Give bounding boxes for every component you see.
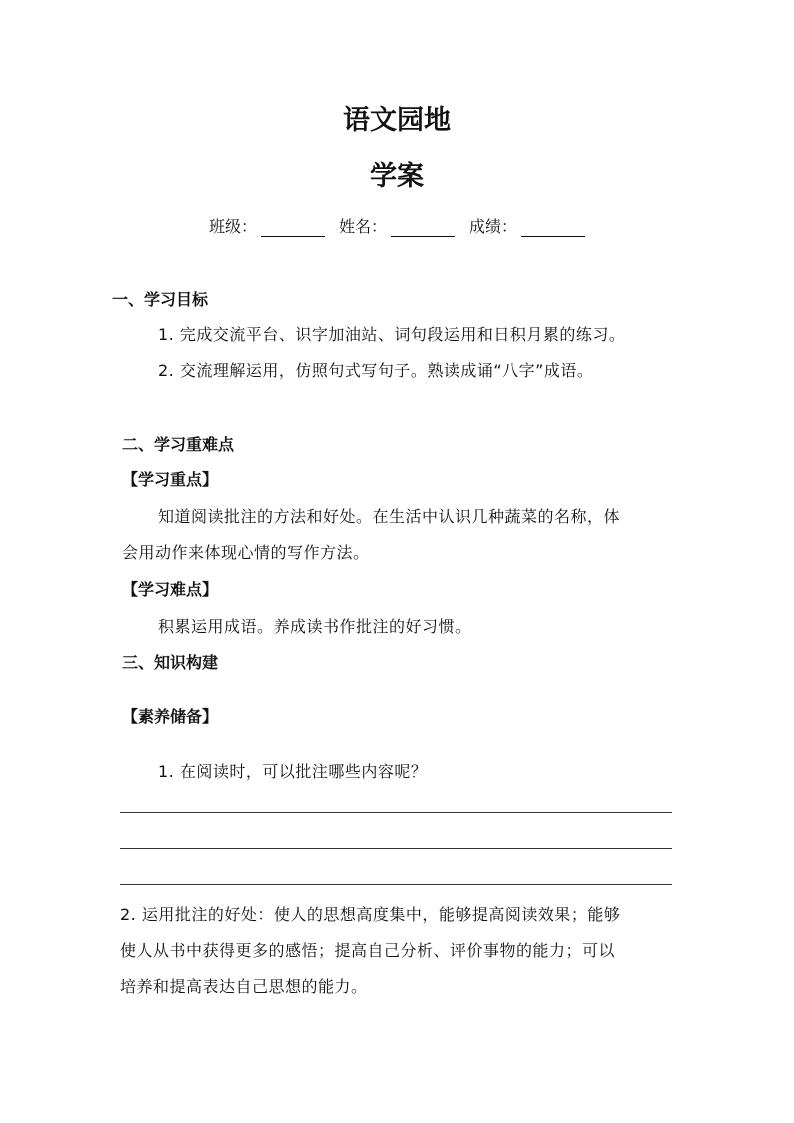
name-label: 姓名： [338,217,387,236]
objective-item: 1. 完成交流平台、识字加油站、词句段运用和日积月累的练习。 [158,325,626,344]
question-2-text: 2. 运用批注的好处：使人的思想高度集中，能够提高阅读效果；能够 [120,905,621,924]
objective-item: 2. 交流理解运用，仿照句式写句子。熟读成诵“八字”成语。 [158,361,594,380]
document-title: 语文园地 [343,105,451,136]
key-point-text: 会用动作来体现心情的写作方法。 [122,543,370,562]
question-2-text: 使人从书中获得更多的感悟；提高自己分析、评价事物的能力；可以 [120,941,616,960]
score-blank[interactable] [521,218,585,237]
name-field [339,214,455,237]
class-blank[interactable] [261,218,325,237]
answer-line[interactable] [120,884,672,885]
section-heading-objectives: 一、学习目标 [112,290,209,309]
reserve-label: 【素养储备】 [122,707,219,726]
class-field [209,214,325,237]
question-2-text: 培养和提高表达自己思想的能力。 [120,977,368,996]
document-subtitle: 学案 [370,161,424,192]
student-info-row [0,214,794,237]
score-label: 成绩： [469,217,518,236]
class-label: 班级： [208,217,257,236]
answer-line[interactable] [120,812,672,813]
key-point-text: 知道阅读批注的方法和好处。在生活中认识几种蔬菜的名称，体 [158,507,621,526]
difficulty-label: 【学习难点】 [122,580,219,599]
score-field [469,214,585,237]
name-blank[interactable] [391,218,455,237]
key-point-label: 【学习重点】 [122,470,219,489]
difficulty-text: 积累运用成语。养成读书作批注的好习惯。 [158,617,472,636]
section-heading-knowledge: 三、知识构建 [122,653,219,672]
section-heading-key-points: 二、学习重难点 [122,435,235,454]
answer-line[interactable] [120,848,672,849]
question-1: 1. 在阅读时，可以批注哪些内容呢？ [158,762,428,781]
